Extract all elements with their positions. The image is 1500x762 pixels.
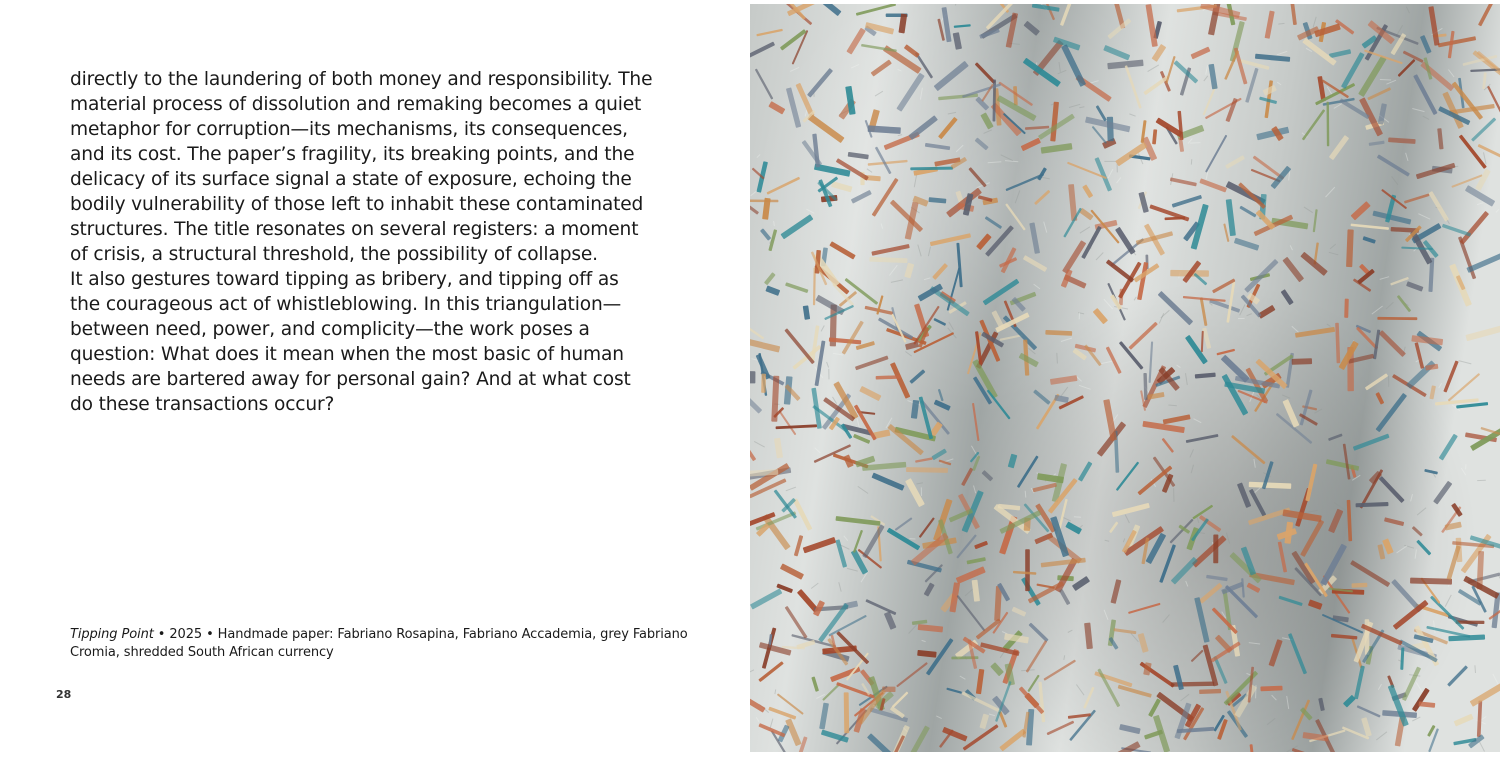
currency-shred — [844, 692, 849, 733]
body-text — [70, 67, 710, 417]
currency-shred — [1107, 117, 1114, 142]
artwork-caption — [70, 626, 710, 662]
body-line: between need, power, and complicity—the work poses a — [70, 319, 590, 340]
artwork-title: Tipping Point — [70, 627, 154, 642]
currency-shred — [1327, 102, 1330, 147]
artwork-photo — [750, 4, 1500, 752]
paper-fiber — [1057, 353, 1058, 364]
currency-shred — [1352, 583, 1368, 588]
currency-shred — [1260, 686, 1282, 692]
paper-fiber — [1025, 491, 1026, 498]
paper-fiber — [1168, 405, 1176, 406]
artwork-details: • 2025 • Handmade paper: Fabriano Rosapina, Fabriano Accademia, grey Fabriano — [153, 627, 688, 642]
page-number: 28 — [56, 688, 72, 701]
body-line: question: What does it mean when the most basic of human — [70, 344, 624, 365]
paper-fiber — [1190, 143, 1200, 144]
currency-shred — [1199, 689, 1221, 694]
paper-highlight — [750, 4, 1500, 752]
currency-shred — [1365, 619, 1370, 655]
body-line: metaphor for corruption—its mechanisms, its consequences, — [70, 119, 628, 140]
body-line: the courageous act of whistleblowing. In this triangulation— — [70, 294, 622, 315]
currency-shred — [1292, 358, 1312, 365]
body-line: It also gestures toward tipping as bribery, and tipping off as — [70, 269, 619, 290]
body-line: of crisis, a structural threshold, the possibility of collapse. — [70, 244, 598, 265]
paper-fiber — [1191, 159, 1192, 164]
currency-shred — [1410, 578, 1452, 585]
body-line: do these transactions occur? — [70, 394, 335, 415]
currency-shred — [1344, 299, 1349, 318]
currency-shred — [906, 467, 948, 473]
artwork-image — [750, 4, 1500, 752]
currency-shred — [1213, 534, 1218, 563]
currency-shred — [1377, 317, 1417, 320]
currency-shred — [750, 371, 755, 383]
currency-shred — [761, 374, 766, 393]
body-line: structures. The title resonates on several registers: a moment — [70, 219, 639, 240]
paper-fiber — [1380, 80, 1391, 81]
body-line: directly to the laundering of both money and responsibility. The — [70, 69, 653, 90]
body-line: bodily vulnerability of those left to inhabit these contaminated — [70, 194, 644, 215]
currency-shred — [1025, 549, 1030, 591]
caption-line-1 — [70, 626, 710, 644]
body-line: delicacy of its surface signal a state of exposure, echoing the — [70, 169, 632, 190]
caption-line-2: Cromia, shredded South African currency — [70, 645, 334, 660]
paper-fiber — [1278, 23, 1284, 24]
currency-shred — [750, 199, 778, 202]
body-line: and its cost. The paper’s fragility, its breaking points, and the — [70, 144, 635, 165]
body-line: material process of dissolution and remaking becomes a quiet — [70, 94, 642, 115]
body-line: needs are bartered away for personal gain? And at what cost — [70, 369, 631, 390]
paper-fiber — [1475, 665, 1476, 673]
